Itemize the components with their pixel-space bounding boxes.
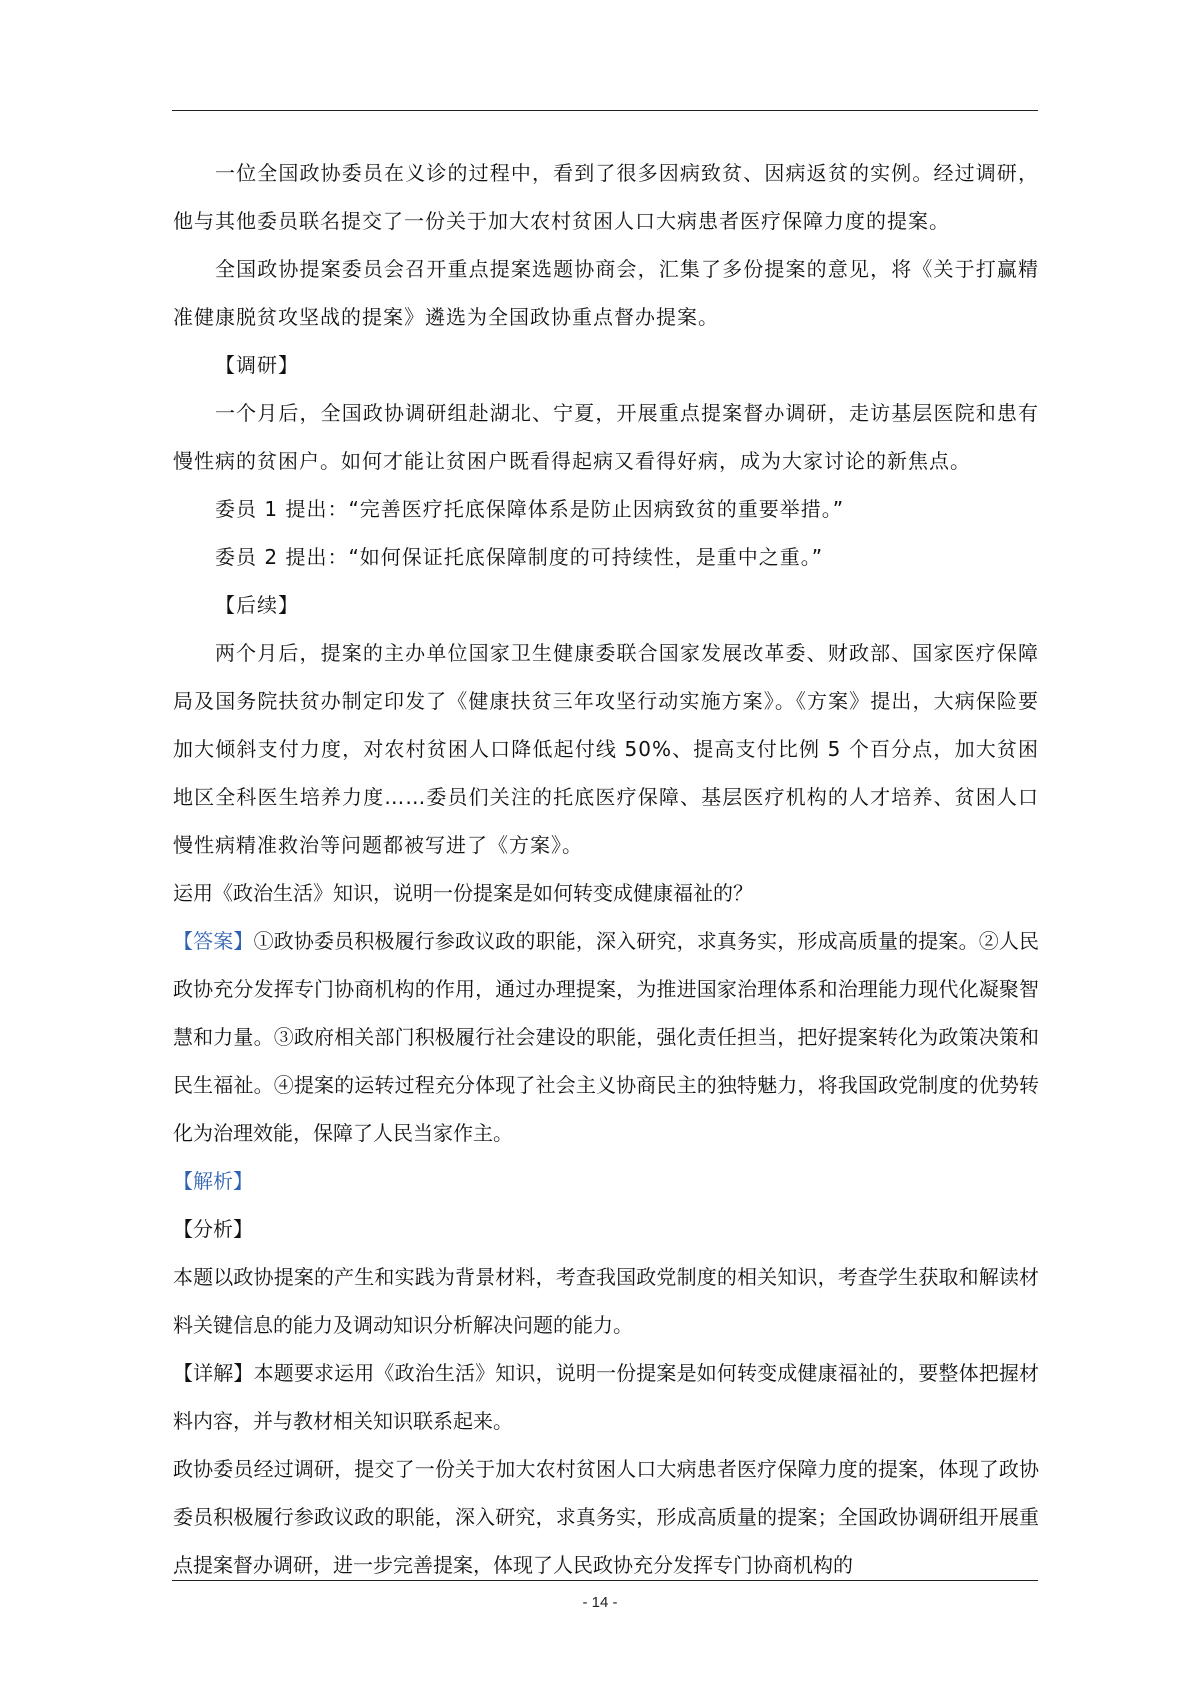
material-paragraph-4: 两个月后，提案的主办单位国家卫生健康委联合国家发展改革委、财政部、国家医疗保障局及国务院扶贫办制定印发了《健康扶贫三年攻坚行动实施方案》。《方案》提出，大病保险要加大倾斜支付力度，对农村贫困人口降低起付线 50%、提高支付比例 5 个百分点，加大贫困地区全科医生培养力度……委员们关注的托底医疗保障、基层医疗机构的人才培养、贫困人口慢性病精准救治等问题都被写进了《方案》。 <box>173 641 1039 857</box>
question-text: 运用《政治生活》知识，说明一份提案是如何转变成健康福祉的？ <box>173 881 753 905</box>
member-1-quote: 委员 1 提出：“完善医疗托底保障体系是防止因病致贫的重要举措。” <box>215 497 845 521</box>
member-2-quote: 委员 2 提出：“如何保证托底保障制度的可持续性，是重中之重。” <box>215 545 824 569</box>
detail-label: 【详解】 <box>173 1361 254 1385</box>
analysis-label: 【解析】 <box>173 1169 253 1193</box>
answer-label: 【答案】 <box>173 929 254 953</box>
analysis-text: 本题以政协提案的产生和实践为背景材料，考查我国政党制度的相关知识，考查学生获取和解读材料关键信息的能力及调动知识分析解决问题的能力。 <box>173 1265 1039 1337</box>
section-heading-followup: 【后续】 <box>215 593 299 617</box>
detail-paragraph <box>173 1349 1039 1445</box>
footer-rule <box>172 1580 1038 1581</box>
page-number: - 14 - <box>582 1594 618 1611</box>
material-paragraph-2: 全国政协提案委员会召开重点提案选题协商会，汇集了多份提案的意见，将《关于打赢精准健康脱贫攻坚战的提案》遴选为全国政协重点督办提案。 <box>173 257 1039 329</box>
answer-text: ①政协委员积极履行参政议政的职能，深入研究，求真务实，形成高质量的提案。②人民政协充分发挥专门协商机构的作用，通过办理提案，为推进国家治理体系和治理能力现代化凝聚智慧和力量。③政府相关部门积极履行社会建设的职能，强化责任担当，把好提案转化为政策决策和民生福祉。④提案的运转过程充分体现了社会主义协商民主的独特魅力，将我国政党制度的优势转化为治理效能，保障了人民当家作主。 <box>173 929 1040 1145</box>
document-body <box>173 149 1039 1589</box>
detail-paragraph-2: 政协委员经过调研，提交了一份关于加大农村贫困人口大病患者医疗保障力度的提案，体现了政协委员积极履行参政议政的职能，深入研究，求真务实，形成高质量的提案；全国政协调研组开展重点提案督办调研，进一步完善提案，体现了人民政协充分发挥专门协商机构的 <box>173 1457 1039 1577</box>
material-paragraph-3: 一个月后，全国政协调研组赴湖北、宁夏，开展重点提案督办调研，走访基层医院和患有慢性病的贫困户。如何才能让贫困户既看得起病又看得好病，成为大家讨论的新焦点。 <box>173 401 1039 473</box>
detail-text: 本题要求运用《政治生活》知识，说明一份提案是如何转变成健康福祉的，要整体把握材料内容，并与教材相关知识联系起来。 <box>173 1361 1040 1433</box>
answer-paragraph <box>173 917 1039 1157</box>
analysis-sub-label: 【分析】 <box>173 1217 253 1241</box>
header-rule <box>172 110 1038 111</box>
material-paragraph-1: 一位全国政协委员在义诊的过程中，看到了很多因病致贫、因病返贫的实例。经过调研，他与其他委员联名提交了一份关于加大农村贫困人口大病患者医疗保障力度的提案。 <box>173 161 1039 233</box>
section-heading-research: 【调研】 <box>215 353 299 377</box>
